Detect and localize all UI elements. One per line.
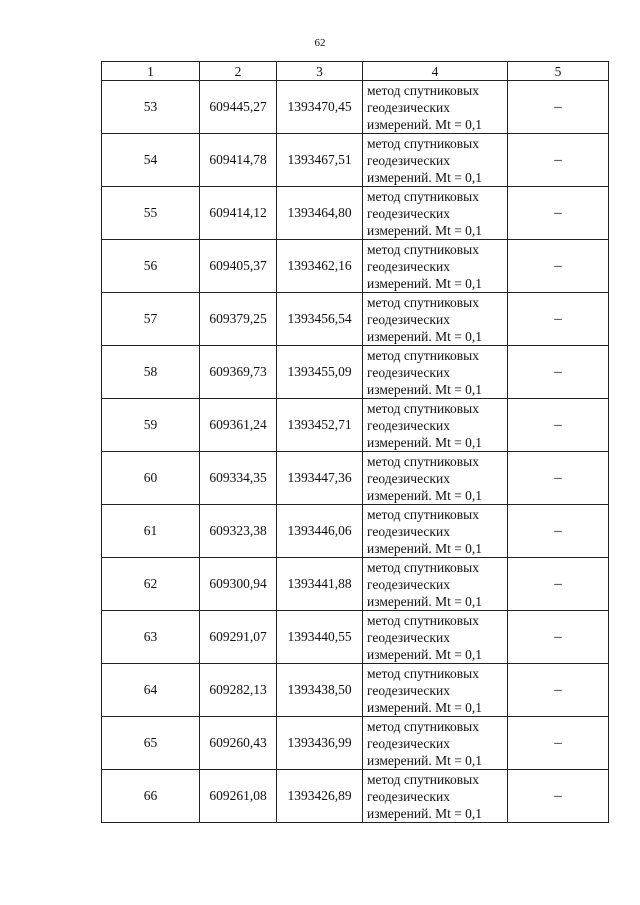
method-line: метод спутниковых (367, 294, 479, 310)
x-coordinate-cell: 609379,25 (200, 293, 277, 346)
method-line: геодезических (367, 152, 450, 168)
table-row (102, 611, 609, 664)
point-number-cell: 60 (102, 452, 200, 505)
table-row (102, 346, 609, 399)
header-col-2: 2 (200, 62, 277, 81)
method-line: измерений. Mt = 0,1 (367, 328, 483, 344)
table-row (102, 81, 609, 134)
method-cell (363, 558, 508, 611)
dash-cell: – (508, 81, 609, 134)
y-coordinate-cell: 1393447,36 (277, 452, 363, 505)
point-number-cell: 56 (102, 240, 200, 293)
method-line: метод спутниковых (367, 82, 479, 98)
point-number-cell: 63 (102, 611, 200, 664)
method-line: метод спутниковых (367, 559, 479, 575)
x-coordinate-cell: 609369,73 (200, 346, 277, 399)
table-row (102, 399, 609, 452)
method-line: метод спутниковых (367, 506, 479, 522)
y-coordinate-cell: 1393456,54 (277, 293, 363, 346)
method-line: метод спутниковых (367, 453, 479, 469)
method-line: метод спутниковых (367, 665, 479, 681)
y-coordinate-cell: 1393426,89 (277, 770, 363, 823)
dash-cell: – (508, 134, 609, 187)
method-line: геодезических (367, 523, 450, 539)
point-number-cell: 59 (102, 399, 200, 452)
method-line: геодезических (367, 258, 450, 274)
header-col-3: 3 (277, 62, 363, 81)
dash-cell: – (508, 187, 609, 240)
y-coordinate-cell: 1393470,45 (277, 81, 363, 134)
dash-cell: – (508, 240, 609, 293)
method-line: метод спутниковых (367, 188, 479, 204)
method-line: метод спутниковых (367, 347, 479, 363)
x-coordinate-cell: 609323,38 (200, 505, 277, 558)
method-line: измерений. Mt = 0,1 (367, 169, 483, 185)
method-line: измерений. Mt = 0,1 (367, 487, 483, 503)
y-coordinate-cell: 1393462,16 (277, 240, 363, 293)
method-line: измерений. Mt = 0,1 (367, 116, 483, 132)
method-cell (363, 293, 508, 346)
table-body (102, 81, 609, 823)
header-col-5: 5 (508, 62, 609, 81)
table-row (102, 240, 609, 293)
x-coordinate-cell: 609300,94 (200, 558, 277, 611)
dash-cell: – (508, 399, 609, 452)
header-row (102, 62, 609, 81)
page-number: 62 (314, 37, 326, 49)
table-row (102, 717, 609, 770)
method-line: геодезических (367, 417, 450, 433)
method-line: измерений. Mt = 0,1 (367, 752, 483, 768)
method-cell (363, 187, 508, 240)
x-coordinate-cell: 609334,35 (200, 452, 277, 505)
method-cell (363, 399, 508, 452)
table-row (102, 770, 609, 823)
header-col-1: 1 (102, 62, 200, 81)
method-line: метод спутниковых (367, 771, 479, 787)
table-row (102, 187, 609, 240)
method-line: измерений. Mt = 0,1 (367, 646, 483, 662)
table-row (102, 452, 609, 505)
method-cell (363, 346, 508, 399)
point-number-cell: 66 (102, 770, 200, 823)
method-cell (363, 505, 508, 558)
method-line: геодезических (367, 629, 450, 645)
y-coordinate-cell: 1393446,06 (277, 505, 363, 558)
table-row (102, 134, 609, 187)
y-coordinate-cell: 1393455,09 (277, 346, 363, 399)
dash-cell: – (508, 717, 609, 770)
x-coordinate-cell: 609414,12 (200, 187, 277, 240)
y-coordinate-cell: 1393436,99 (277, 717, 363, 770)
method-cell (363, 134, 508, 187)
y-coordinate-cell: 1393452,71 (277, 399, 363, 452)
method-line: геодезических (367, 470, 450, 486)
method-line: измерений. Mt = 0,1 (367, 699, 483, 715)
method-line: измерений. Mt = 0,1 (367, 540, 483, 556)
method-line: геодезических (367, 576, 450, 592)
point-number-cell: 61 (102, 505, 200, 558)
method-cell (363, 452, 508, 505)
point-number-cell: 53 (102, 81, 200, 134)
method-line: метод спутниковых (367, 400, 479, 416)
method-line: геодезических (367, 205, 450, 221)
method-line: метод спутниковых (367, 612, 479, 628)
method-line: геодезических (367, 788, 450, 804)
dash-cell: – (508, 452, 609, 505)
dash-cell: – (508, 664, 609, 717)
method-line: геодезических (367, 735, 450, 751)
header-col-4: 4 (363, 62, 508, 81)
method-line: измерений. Mt = 0,1 (367, 381, 483, 397)
y-coordinate-cell: 1393464,80 (277, 187, 363, 240)
coordinates-table (101, 61, 609, 823)
method-line: геодезических (367, 99, 450, 115)
dash-cell: – (508, 770, 609, 823)
method-cell (363, 81, 508, 134)
x-coordinate-cell: 609291,07 (200, 611, 277, 664)
x-coordinate-cell: 609445,27 (200, 81, 277, 134)
dash-cell: – (508, 611, 609, 664)
method-line: измерений. Mt = 0,1 (367, 275, 483, 291)
point-number-cell: 62 (102, 558, 200, 611)
table-header (102, 62, 609, 81)
point-number-cell: 65 (102, 717, 200, 770)
y-coordinate-cell: 1393441,88 (277, 558, 363, 611)
method-line: геодезических (367, 682, 450, 698)
x-coordinate-cell: 609361,24 (200, 399, 277, 452)
dash-cell: – (508, 558, 609, 611)
dash-cell: – (508, 346, 609, 399)
dash-cell: – (508, 293, 609, 346)
method-line: геодезических (367, 364, 450, 380)
method-line: измерений. Mt = 0,1 (367, 222, 483, 238)
y-coordinate-cell: 1393440,55 (277, 611, 363, 664)
point-number-cell: 54 (102, 134, 200, 187)
dash-cell: – (508, 505, 609, 558)
table-row (102, 293, 609, 346)
table-row (102, 558, 609, 611)
method-line: измерений. Mt = 0,1 (367, 805, 483, 821)
x-coordinate-cell: 609414,78 (200, 134, 277, 187)
method-cell (363, 611, 508, 664)
method-cell (363, 240, 508, 293)
method-cell (363, 770, 508, 823)
method-line: метод спутниковых (367, 718, 479, 734)
x-coordinate-cell: 609405,37 (200, 240, 277, 293)
y-coordinate-cell: 1393467,51 (277, 134, 363, 187)
x-coordinate-cell: 609260,43 (200, 717, 277, 770)
x-coordinate-cell: 609261,08 (200, 770, 277, 823)
method-line: измерений. Mt = 0,1 (367, 434, 483, 450)
y-coordinate-cell: 1393438,50 (277, 664, 363, 717)
table-row (102, 505, 609, 558)
method-line: метод спутниковых (367, 135, 479, 151)
table-row (102, 664, 609, 717)
method-line: измерений. Mt = 0,1 (367, 593, 483, 609)
point-number-cell: 55 (102, 187, 200, 240)
point-number-cell: 58 (102, 346, 200, 399)
x-coordinate-cell: 609282,13 (200, 664, 277, 717)
method-line: метод спутниковых (367, 241, 479, 257)
point-number-cell: 64 (102, 664, 200, 717)
point-number-cell: 57 (102, 293, 200, 346)
method-line: геодезических (367, 311, 450, 327)
method-cell (363, 717, 508, 770)
method-cell (363, 664, 508, 717)
